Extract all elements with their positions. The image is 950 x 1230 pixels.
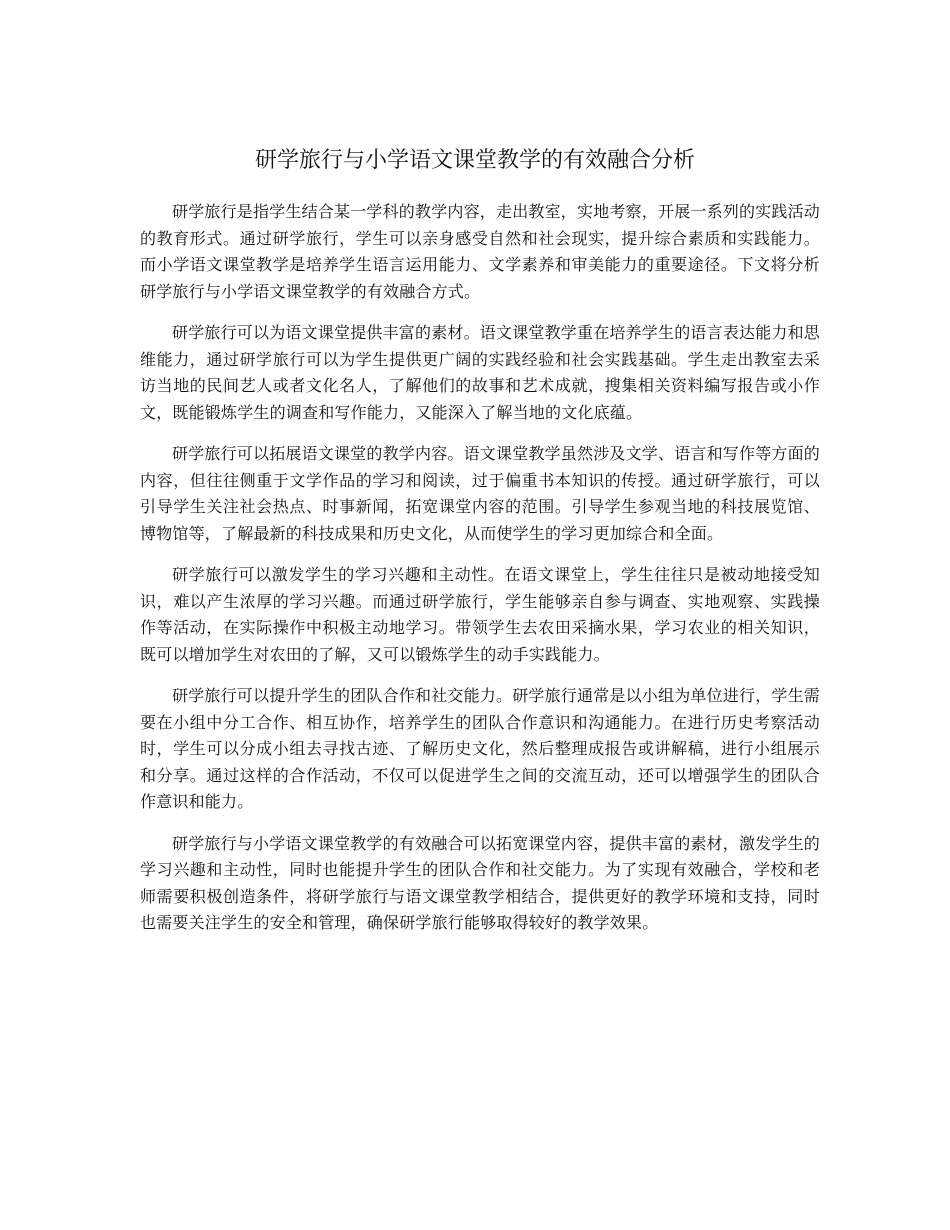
paragraph-3: 研学旅行可以拓展语文课堂的教学内容。语文课堂教学虽然涉及文学、语言和写作等方面的内容，但往往侧重于文学作品的学习和阅读，过于偏重书本知识的传授。通过研学旅行，可以引导学生关注社会热点、时事新闻，拓宽课堂内容的范围。引导学生参观当地的科技展览馆、博物馆等，了解最新的科技成果和历史文化，从而使学生的学习更加综合和全面。 <box>140 444 821 543</box>
paragraph-1: 研学旅行是指学生结合某一学科的教学内容，走出教室，实地考察，开展一系列的实践活动的教育形式。通过研学旅行，学生可以亲身感受自然和社会现实，提升综合素质和实践能力。而小学语文课堂教学是培养学生语言运用能力、文学素养和审美能力的重要途径。下文将分析研学旅行与小学语文课堂教学的有效融合方式。 <box>140 202 821 301</box>
document-title: 研学旅行与小学语文课堂教学的有效融合分析 <box>254 148 695 173</box>
paragraph-5: 研学旅行可以提升学生的团队合作和社交能力。研学旅行通常是以小组为单位进行，学生需要在小组中分工合作、相互协作，培养学生的团队合作意识和沟通能力。在进行历史考察活动时，学生可以分成小组去寻找古迹、了解历史文化，然后整理成报告或讲解稿，进行小组展示和分享。通过这样的合作活动，不仅可以促进学生之间的交流互动，还可以增强学生的团队合作意识和能力。 <box>140 686 821 811</box>
document-body <box>140 199 820 952</box>
paragraph-4: 研学旅行可以激发学生的学习兴趣和主动性。在语文课堂上，学生往往只是被动地接受知识，难以产生浓厚的学习兴趣。而通过研学旅行，学生能够亲自参与调查、实地观察、实践操作等活动，在实际操作中积极主动地学习。带领学生去农田采摘水果，学习农业的相关知识，既可以增加学生对农田的了解，又可以锻炼学生的动手实践能力。 <box>140 565 820 664</box>
paragraph-6: 研学旅行与小学语文课堂教学的有效融合可以拓宽课堂内容，提供丰富的素材，激发学生的学习兴趣和主动性，同时也能提升学生的团队合作和社交能力。为了实现有效融合，学校和老师需要积极创造条件，将研学旅行与语文课堂教学相结合，提供更好的教学环境和支持，同时也需要关注学生的安全和管理，确保研学旅行能够取得较好的教学效果。 <box>140 833 821 932</box>
paragraph-2: 研学旅行可以为语文课堂提供丰富的素材。语文课堂教学重在培养学生的语言表达能力和思维能力，通过研学旅行可以为学生提供更广阔的实践经验和社会实践基础。学生走出教室去采访当地的民间艺人或者文化名人，了解他们的故事和艺术成就，搜集相关资料编写报告或小作文，既能锻炼学生的调查和写作能力，又能深入了解当地的文化底蕴。 <box>140 323 821 422</box>
